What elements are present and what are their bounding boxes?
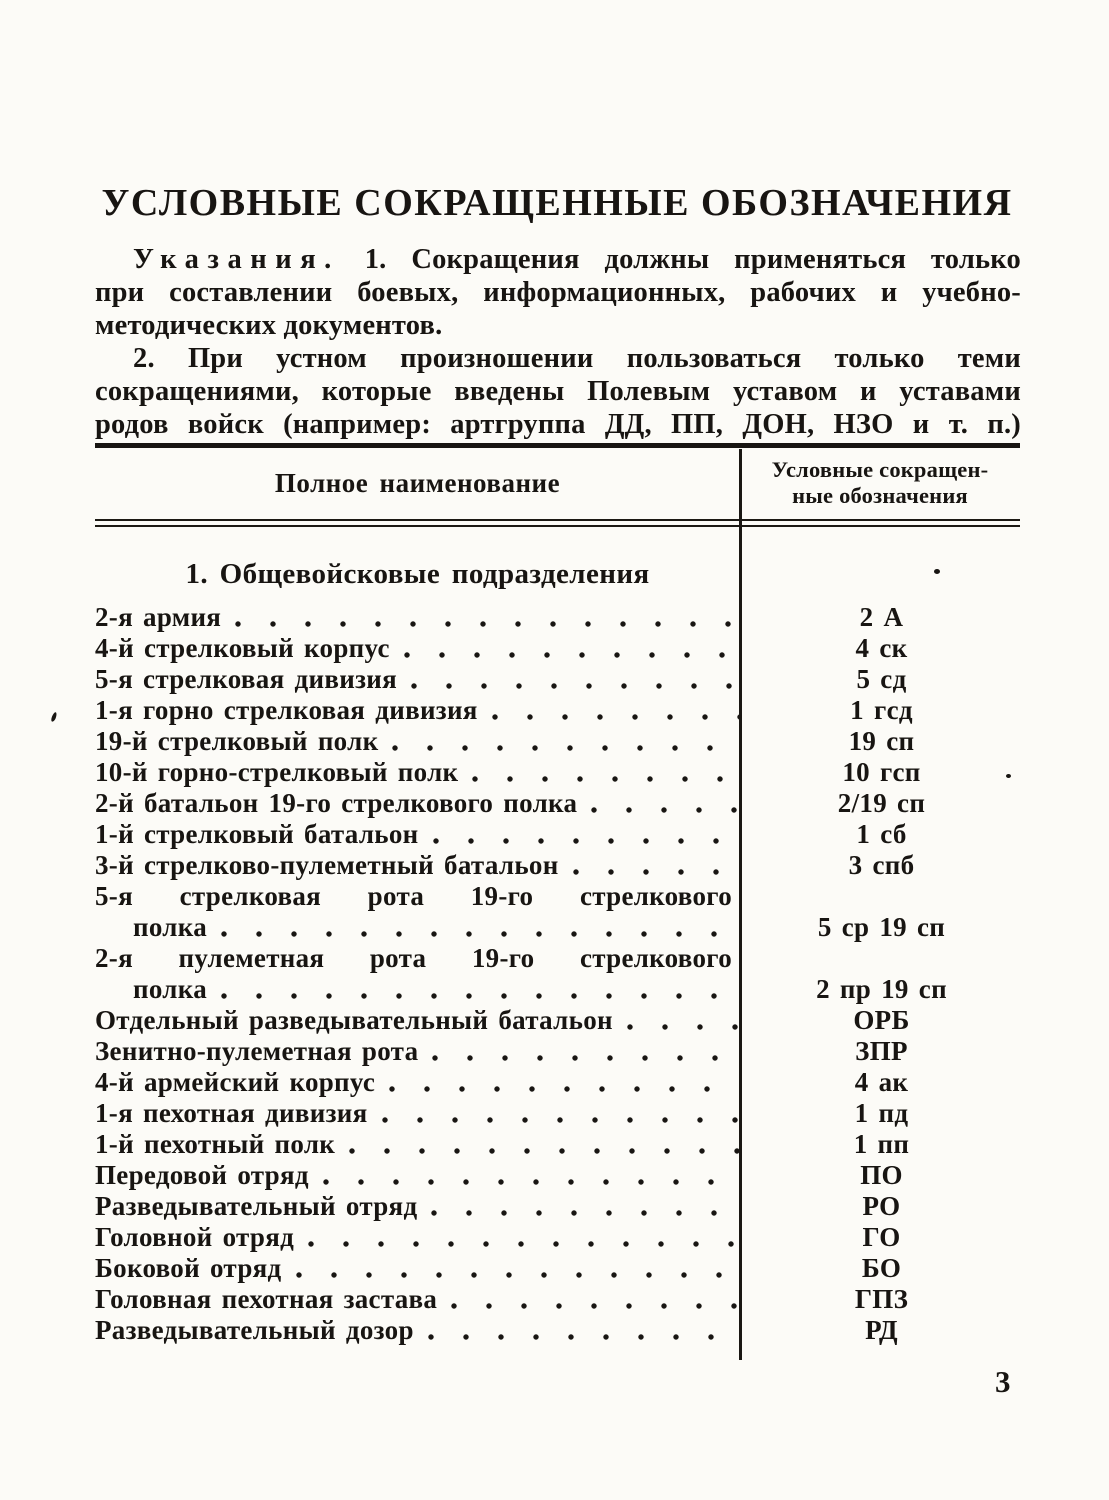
page-title: УСЛОВНЫЕ СОКРАЩЕННЫЕ ОБОЗНАЧЕНИЯ (101, 182, 1013, 224)
abbreviations-table (95, 443, 1020, 1346)
table-row (95, 1222, 1020, 1253)
dot-leader (428, 1333, 739, 1341)
scan-speck (934, 569, 940, 574)
row-name: 3-й стрелково-пулеметный батальон (95, 850, 559, 880)
row-name-line1: 2-я пулеметная рота 19-го стрелкового (95, 943, 732, 973)
column-header-abbreviation-line2: ные обозначения (792, 483, 968, 508)
instructions-line (95, 243, 1021, 276)
row-name-line2-wrap (95, 974, 1020, 1005)
row-name: Зенитно-пулеметная рота (95, 1036, 419, 1066)
dot-leader (235, 620, 739, 628)
row-name-line2: полка (133, 974, 207, 1004)
row-abbreviation: 1 сб (856, 819, 907, 849)
instructions-intro: Указания. (133, 244, 340, 275)
table-row (95, 726, 1020, 757)
table-row (95, 664, 1020, 695)
dot-leader (411, 682, 739, 690)
row-name: 4-й стрелковый корпус (95, 633, 390, 663)
scan-speck (50, 712, 57, 723)
scan-speck (1006, 774, 1011, 778)
table-row (95, 881, 1020, 943)
row-name: 1-я горно стрелковая дивизия (95, 695, 478, 725)
row-name: 1-я пехотная дивизия (95, 1098, 368, 1128)
table-row (95, 1315, 1020, 1346)
table-row (95, 1160, 1020, 1191)
row-name-line2-wrap (95, 912, 1020, 943)
instructions-line: методических документов. (95, 310, 443, 341)
table-row (95, 1036, 1020, 1067)
dot-leader (404, 651, 739, 659)
row-abbreviation: 2/19 сп (837, 788, 926, 818)
instructions-line: родов войск (например: артгруппа ДД, ПП, ДОН, НЗО и т. п.) (95, 409, 1021, 440)
row-name: 5-я стрелковая дивизия (95, 664, 398, 694)
row-abbreviation: 2 А (859, 602, 904, 632)
row-name: Передовой отряд (95, 1160, 309, 1190)
table-row (95, 757, 1020, 788)
dot-leader (349, 1147, 739, 1155)
row-name-line2: полка (133, 912, 207, 942)
row-name: Боковой отряд (95, 1253, 282, 1283)
dot-leader (433, 837, 739, 845)
row-name: 10-й горно-стрелковый полк (95, 757, 459, 787)
dot-leader (627, 1023, 739, 1031)
dot-leader (382, 1116, 739, 1124)
page-number: 3 (995, 1364, 1011, 1399)
table-header (95, 448, 1020, 519)
row-name: Разведывательный дозор (95, 1315, 414, 1345)
instructions-text: 1. Сокращения должны применяться только (364, 244, 1021, 275)
dot-leader (591, 806, 739, 814)
row-abbreviation: ГО (862, 1222, 901, 1252)
dot-leader (221, 930, 739, 938)
dot-leader (392, 744, 739, 752)
instructions-line: 2. При устном произношении пользоваться только теми (133, 343, 1021, 374)
row-abbreviation: БО (861, 1253, 902, 1283)
row-abbreviation: РО (862, 1191, 901, 1221)
table-row (95, 943, 1020, 1005)
instructions-line: при составлении боевых, информационных, рабочих и учебно- (95, 277, 1021, 308)
row-name: 2-я армия (95, 602, 222, 632)
row-abbreviation: 2 пр 19 сп (816, 974, 947, 1004)
row-abbreviation: ОРБ (853, 1005, 910, 1035)
row-name: 4-й армейский корпус (95, 1067, 376, 1097)
row-abbreviation: 19 сп (848, 726, 915, 756)
table-row (95, 1098, 1020, 1129)
dot-leader (492, 713, 739, 721)
column-header-abbreviation (740, 448, 1020, 519)
dot-leader (389, 1085, 739, 1093)
row-abbreviation: 1 пд (854, 1098, 909, 1128)
table-row (95, 1005, 1020, 1036)
row-name: Отдельный разведывательный батальон (95, 1005, 613, 1035)
row-abbreviation: ПО (860, 1160, 903, 1190)
row-abbreviation: ЗПР (855, 1036, 908, 1066)
table-row (95, 788, 1020, 819)
table-body (95, 558, 1020, 1346)
table-row (95, 1253, 1020, 1284)
column-header-abbreviation-line1: Условные сокращен- (771, 457, 989, 482)
dot-leader (323, 1178, 739, 1186)
row-name: 2-й батальон 19-го стрелкового полка (95, 788, 578, 818)
row-name: 19-й стрелковый полк (95, 726, 379, 756)
row-abbreviation: 5 сд (856, 664, 907, 694)
row-name: Разведывательный отряд (95, 1191, 418, 1221)
table-row (95, 1067, 1020, 1098)
column-header-full-name: Полное наименование (274, 468, 561, 498)
row-name: Головная пехотная застава (95, 1284, 438, 1314)
row-abbreviation: 5 ср 19 сп (817, 912, 946, 942)
row-abbreviation: 4 ак (854, 1067, 909, 1097)
table-row (95, 1191, 1020, 1222)
dot-leader (573, 868, 739, 876)
table-row (95, 850, 1020, 881)
row-abbreviation: 3 спб (848, 850, 915, 880)
row-abbreviation: 1 пп (853, 1129, 910, 1159)
table-row (95, 633, 1020, 664)
table-row (95, 1284, 1020, 1315)
table-row (95, 602, 1020, 633)
row-abbreviation: 1 гсд (850, 695, 913, 725)
dot-leader (308, 1240, 739, 1248)
dot-leader (451, 1302, 739, 1310)
dot-leader (296, 1271, 740, 1279)
dot-leader (432, 1054, 739, 1062)
table-row (95, 695, 1020, 726)
row-name: 1-й пехотный полк (95, 1129, 336, 1159)
row-name: Головной отряд (95, 1222, 295, 1252)
table-header-double-rule (95, 519, 1020, 527)
dot-leader (472, 775, 739, 783)
section-heading: 1. Общевойсковые подразделения (185, 558, 650, 590)
table-row (95, 1129, 1020, 1160)
dot-leader (431, 1209, 739, 1217)
row-abbreviation: РД (865, 1315, 898, 1345)
table-row (95, 819, 1020, 850)
instructions-line: сокращениями, которые введены Полевым уставом и уставами (95, 376, 1021, 407)
row-abbreviation: ГПЗ (854, 1284, 909, 1314)
dot-leader (221, 992, 739, 1000)
row-abbreviation: 10 гсп (842, 757, 921, 787)
row-name: 1-й стрелковый батальон (95, 819, 419, 849)
row-name-line1: 5-я стрелковая рота 19-го стрелкового (95, 881, 732, 911)
instructions (95, 243, 1021, 441)
row-abbreviation: 4 ск (855, 633, 908, 663)
